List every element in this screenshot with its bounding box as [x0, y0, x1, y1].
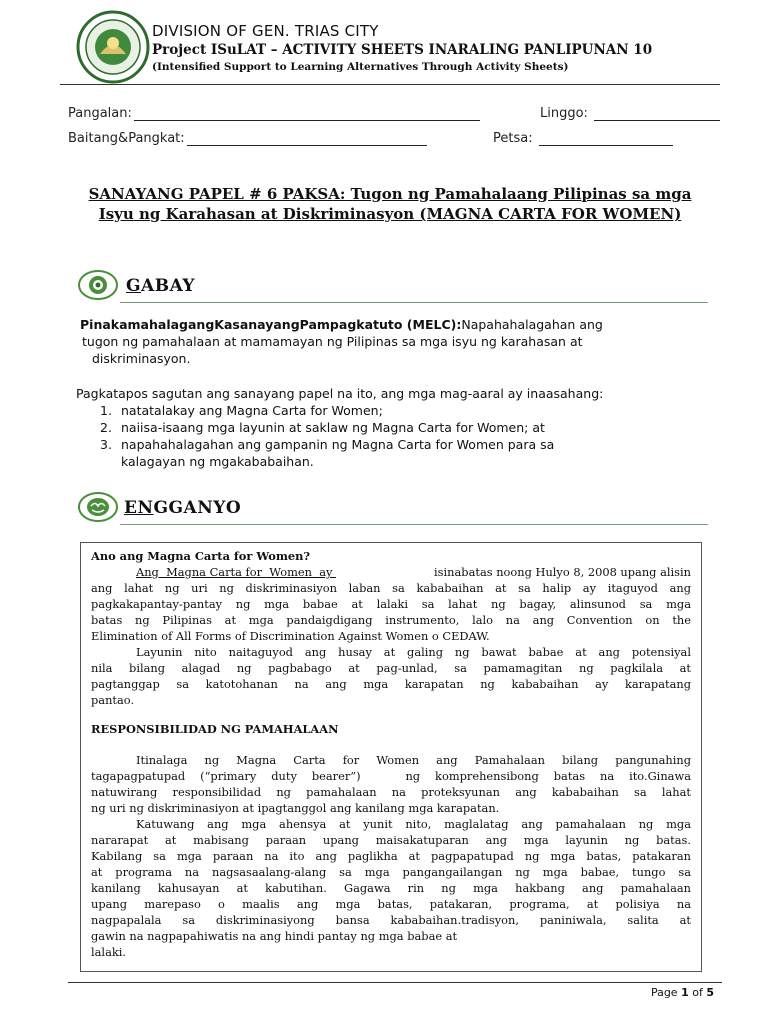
melc-text-line1: Napahahalagahan ang	[461, 317, 603, 332]
objective-text: napahahalagahan ang gampanin ng Magna Carta for Women para sa	[121, 437, 555, 452]
division-name: DIVISION OF GEN. TRIAS CITY	[152, 22, 379, 40]
paragraph-3-line: ng uri ng diskriminasiyon at ipagtanggol ang kanilang mga karapatan.	[91, 801, 500, 815]
paragraph-1-line: Elimination of All Forms of Discrimination Against Women o CEDAW.	[91, 629, 490, 643]
paragraph-1-line1-rest: isinabatas noong Hulyo 8, 2008 upang alisin	[434, 565, 691, 579]
paragraph-2-line: pantao.	[91, 693, 135, 707]
grade-section-field[interactable]	[68, 131, 427, 146]
paragraph-1-line	[91, 565, 691, 581]
project-subtitle: (Intensified Support to Learning Alternatives Through Activity Sheets)	[152, 61, 569, 73]
gabay-heading-initial: G	[126, 276, 142, 296]
gabay-heading	[126, 276, 195, 296]
week-blank[interactable]	[594, 106, 720, 121]
grade-section-blank[interactable]	[187, 131, 427, 146]
footer-divider	[68, 982, 722, 983]
engganyo-heading	[124, 498, 241, 518]
date-field[interactable]	[493, 131, 673, 146]
worksheet-title: SANAYANG PAPEL # 6 PAKSA: Tugon ng Pamahalaang Pilipinas sa mga Isyu ng Karahasan at Diskriminasyon (MAGNA CARTA FOR WOMEN)	[88, 185, 692, 223]
engganyo-heading-rest: GGANYO	[153, 498, 242, 518]
page-indicator	[651, 986, 714, 999]
objective-number: 1.	[100, 403, 112, 418]
of-word: of	[692, 986, 703, 999]
gabay-heading-rest: ABAY	[141, 276, 196, 296]
paragraph-4-line: Katuwang ang mga ahensya at yunit nito, maglalatag ang pamahalaan ng mga	[136, 817, 691, 831]
engganyo-heading-initial: EN	[124, 498, 154, 518]
date-label: Petsa:	[493, 131, 533, 146]
project-title: Project ISuLAT – ACTIVITY SHEETS INARALING PANLIPUNAN 10	[152, 42, 653, 58]
paragraph-1-line: ang lahat ng uri ng diskriminasiyon laban sa kababaihan at sa halip ay itaguyod ang	[91, 581, 691, 595]
paragraph-1-line: pagkakapantay-pantay ng mga babae at lalaki sa lahat ng bagay, alinsunod sa mga	[91, 597, 691, 611]
paragraph-3-line: natuwirang responsibilidad ng pamahalaan na proteksyunan ang kababaihan sa lahat	[91, 785, 691, 799]
grade-section-label: Baitang&Pangkat:	[68, 131, 185, 146]
paragraph-4-line: nararapat at mabisang paraan upang maisakatuparan ang mga layunin ng batas.	[91, 833, 691, 847]
brain-icon	[78, 492, 118, 522]
gabay-divider	[120, 302, 708, 303]
responsibility-heading: RESPONSIBILIDAD NG PAMAHALAAN	[91, 722, 339, 736]
paragraph-4-line: nagpapalala sa diskriminasiyong bansa kababaihan.tradisyon, paniniwala, salita at	[91, 913, 691, 927]
melc-label: PinakamahalagangKasanayangPampagkatuto (MELC):	[80, 317, 462, 332]
page-total: 5	[706, 986, 714, 999]
paragraph-3-line: Itinalaga ng Magna Carta for Women ang Pamahalaan bilang pangunahing	[136, 753, 691, 767]
magna-carta-term: Ang Magna Carta for Women ay	[136, 565, 337, 579]
paragraph-2-line: Layunin nito naitaguyod ang husay at galing ng bawat babae at ang potensiyal	[136, 645, 691, 659]
reading-box	[80, 542, 702, 972]
name-field[interactable]	[68, 106, 480, 121]
name-label: Pangalan:	[68, 106, 132, 121]
question-heading: Ano ang Magna Carta for Women?	[91, 549, 311, 563]
paragraph-4-line: gawin na nagpapahiwatis na ang hindi pantay ng mga babae at	[91, 929, 458, 943]
paragraph-4-line: upang marepaso o maalis ang mga batas, patakaran, programa, at polisiya na	[91, 897, 691, 911]
paragraph-3-line: tagapagpatupad (“primary duty bearer”) ng komprehensibong batas na ito.Ginawa	[91, 769, 691, 783]
engganyo-divider	[120, 524, 708, 525]
date-blank[interactable]	[539, 131, 673, 146]
objective-text-cont: kalagayan ng mgakababaihan.	[121, 454, 314, 469]
objective-text: naiisa-isaang mga layunin at saklaw ng Magna Carta for Women; at	[121, 420, 545, 435]
page-number: 1	[681, 986, 689, 999]
melc-paragraph	[80, 316, 700, 333]
header-divider	[60, 84, 720, 85]
name-blank[interactable]	[134, 106, 480, 121]
paragraph-1-line: batas ng Pilipinas at mga pandaigdigang instrumento, lalo na ang Convention on the	[91, 613, 691, 627]
objective-text: natatalakay ang Magna Carta for Women;	[121, 403, 383, 418]
objective-number: 3.	[100, 437, 112, 452]
paragraph-4-line: kanilang kahusayan at kabutihan. Gagawa rin ng mga hakbang ang pamahalaan	[91, 881, 691, 895]
paragraph-2-line: nila bilang alagad ng pagbabago at pag-unlad, sa pamamagitan ng pagkilala at	[91, 661, 691, 675]
week-label: Linggo:	[540, 106, 588, 121]
melc-text-line2: tugon ng pamahalaan at mamamayan ng Pilipinas sa mga isyu ng karahasan at	[82, 334, 583, 349]
paragraph-4-line: at programa na nagsasaalang-alang sa mga pangangailangan ng mga babae, tungo sa	[91, 865, 691, 879]
division-seal-logo	[76, 10, 150, 84]
melc-text-line3: diskriminasyon.	[92, 351, 191, 366]
week-field[interactable]	[540, 106, 720, 121]
objective-number: 2.	[100, 420, 112, 435]
objectives-intro: Pagkatapos sagutan ang sanayang papel na ito, ang mga mag-aaral ay inaasahang:	[76, 386, 604, 401]
target-icon	[78, 270, 118, 300]
paragraph-2-line: pagtanggap sa katotohanan na ang mga karapatan ng kababaihan ay karapatang	[91, 677, 691, 691]
paragraph-4-line: lalaki.	[91, 945, 127, 959]
page-word: Page	[650, 986, 678, 999]
paragraph-4-line: Kabilang sa mga paraan na ito ang paglikha at pagpapatupad ng mga batas, patakaran	[91, 849, 691, 863]
